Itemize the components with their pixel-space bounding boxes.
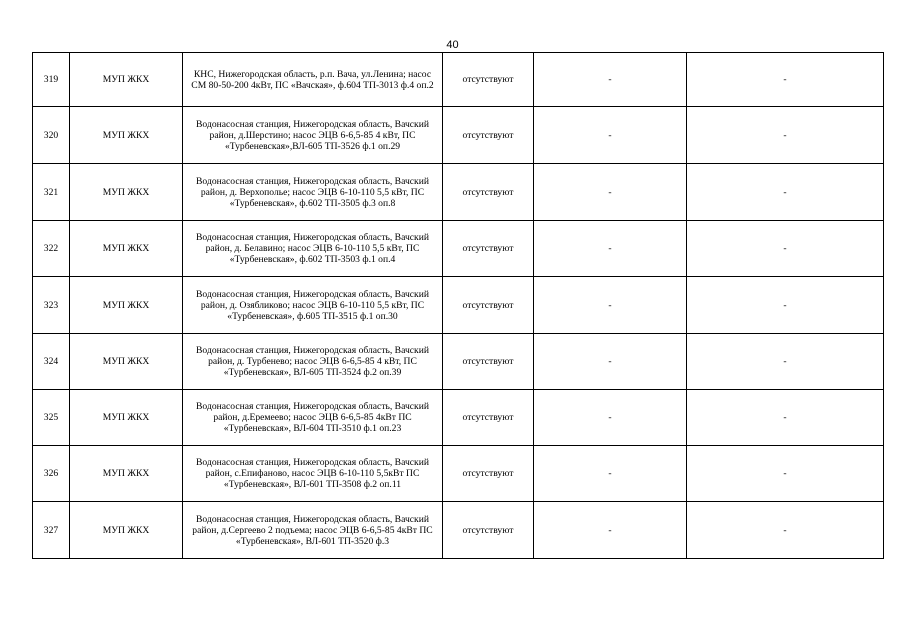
status-cell: отсутствуют: [443, 277, 534, 334]
column-6-cell: -: [687, 107, 884, 164]
object-description: Водонасосная станция, Нижегородская область, Вачский район, д. Озябликово; насос ЭЦВ 6-10-110 5,5 кВт, ПС «Турбеневская», ф.605 ТП-3515 ф.1 оп.30: [183, 277, 443, 334]
column-6-cell: -: [687, 277, 884, 334]
column-5-cell: -: [534, 53, 687, 107]
column-5-cell: -: [534, 390, 687, 446]
column-6-cell: -: [687, 390, 884, 446]
status-cell: отсутствуют: [443, 221, 534, 277]
column-6-cell: -: [687, 446, 884, 502]
object-description: Водонасосная станция, Нижегородская область, Вачский район, д. Турбенево; насос ЭЦВ 6-6,5-85 4 кВт, ПС «Турбеневская», ВЛ-605 ТП-3524 ф.2 оп.39: [183, 334, 443, 390]
status-cell: отсутствуют: [443, 334, 534, 390]
column-5-cell: -: [534, 502, 687, 559]
registry-table: [32, 52, 884, 559]
column-6-cell: -: [687, 502, 884, 559]
object-description: Водонасосная станция, Нижегородская область, Вачский район, д.Шерстино; насос ЭЦВ 6-6,5-85 4 кВт, ПС «Турбеневская»,ВЛ-605 ТП-3526 ф.1 оп.29: [183, 107, 443, 164]
table-row: [33, 277, 884, 334]
status-cell: отсутствуют: [443, 164, 534, 221]
row-number: 327: [33, 502, 70, 559]
status-cell: отсутствуют: [443, 53, 534, 107]
column-5-cell: -: [534, 277, 687, 334]
column-5-cell: -: [534, 334, 687, 390]
table-row: [33, 446, 884, 502]
object-description: Водонасосная станция, Нижегородская область, Вачский район, д. Верхополье; насос ЭЦВ 6-10-110 5,5 кВт, ПС «Турбеневская», ф.602 ТП-3505 ф.3 оп.8: [183, 164, 443, 221]
column-6-cell: -: [687, 53, 884, 107]
column-6-cell: -: [687, 164, 884, 221]
object-description: Водонасосная станция, Нижегородская область, Вачский район, д.Сергеево 2 подъема; насос ЭЦВ 6-6,5-85 4кВт ПС «Турбеневская», ВЛ-601 ТП-3520 ф.3: [183, 502, 443, 559]
table-row: [33, 107, 884, 164]
row-number: 321: [33, 164, 70, 221]
column-6-cell: -: [687, 221, 884, 277]
object-description: Водонасосная станция, Нижегородская область, Вачский район, с.Епифаново, насос ЭЦВ 6-10-110 5,5кВт ПС «Турбеневская», ВЛ-601 ТП-3508 ф.2 оп.11: [183, 446, 443, 502]
status-cell: отсутствуют: [443, 502, 534, 559]
object-description: Водонасосная станция, Нижегородская область, Вачский район, д.Еремеево; насос ЭЦВ 6-6,5-85 4кВт ПС «Турбеневская», ВЛ-604 ТП-3510 ф.1 оп.23: [183, 390, 443, 446]
table-row: [33, 334, 884, 390]
page-number: 40: [446, 39, 459, 51]
organization-cell: МУП ЖКХ: [70, 502, 183, 559]
organization-cell: МУП ЖКХ: [70, 107, 183, 164]
row-number: 320: [33, 107, 70, 164]
object-description: КНС, Нижегородская область, р.п. Вача, ул.Ленина; насос СМ 80-50-200 4кВт, ПС «Вачская», ф.604 ТП-3013 ф.4 оп.2: [183, 53, 443, 107]
object-description: Водонасосная станция, Нижегородская область, Вачский район, д. Белавино; насос ЭЦВ 6-10-110 5,5 кВт, ПС «Турбеневская», ф.602 ТП-3503 ф.1 оп.4: [183, 221, 443, 277]
organization-cell: МУП ЖКХ: [70, 277, 183, 334]
column-5-cell: -: [534, 221, 687, 277]
organization-cell: МУП ЖКХ: [70, 334, 183, 390]
row-number: 326: [33, 446, 70, 502]
organization-cell: МУП ЖКХ: [70, 164, 183, 221]
row-number: 325: [33, 390, 70, 446]
column-5-cell: -: [534, 164, 687, 221]
column-6-cell: -: [687, 334, 884, 390]
column-5-cell: -: [534, 446, 687, 502]
table-row: [33, 390, 884, 446]
table-row: [33, 221, 884, 277]
status-cell: отсутствуют: [443, 446, 534, 502]
organization-cell: МУП ЖКХ: [70, 390, 183, 446]
row-number: 322: [33, 221, 70, 277]
row-number: 319: [33, 53, 70, 107]
row-number: 324: [33, 334, 70, 390]
status-cell: отсутствуют: [443, 107, 534, 164]
status-cell: отсутствуют: [443, 390, 534, 446]
organization-cell: МУП ЖКХ: [70, 446, 183, 502]
organization-cell: МУП ЖКХ: [70, 53, 183, 107]
organization-cell: МУП ЖКХ: [70, 221, 183, 277]
table-row: [33, 502, 884, 559]
table-row: [33, 164, 884, 221]
column-5-cell: -: [534, 107, 687, 164]
table-row: [33, 53, 884, 107]
row-number: 323: [33, 277, 70, 334]
